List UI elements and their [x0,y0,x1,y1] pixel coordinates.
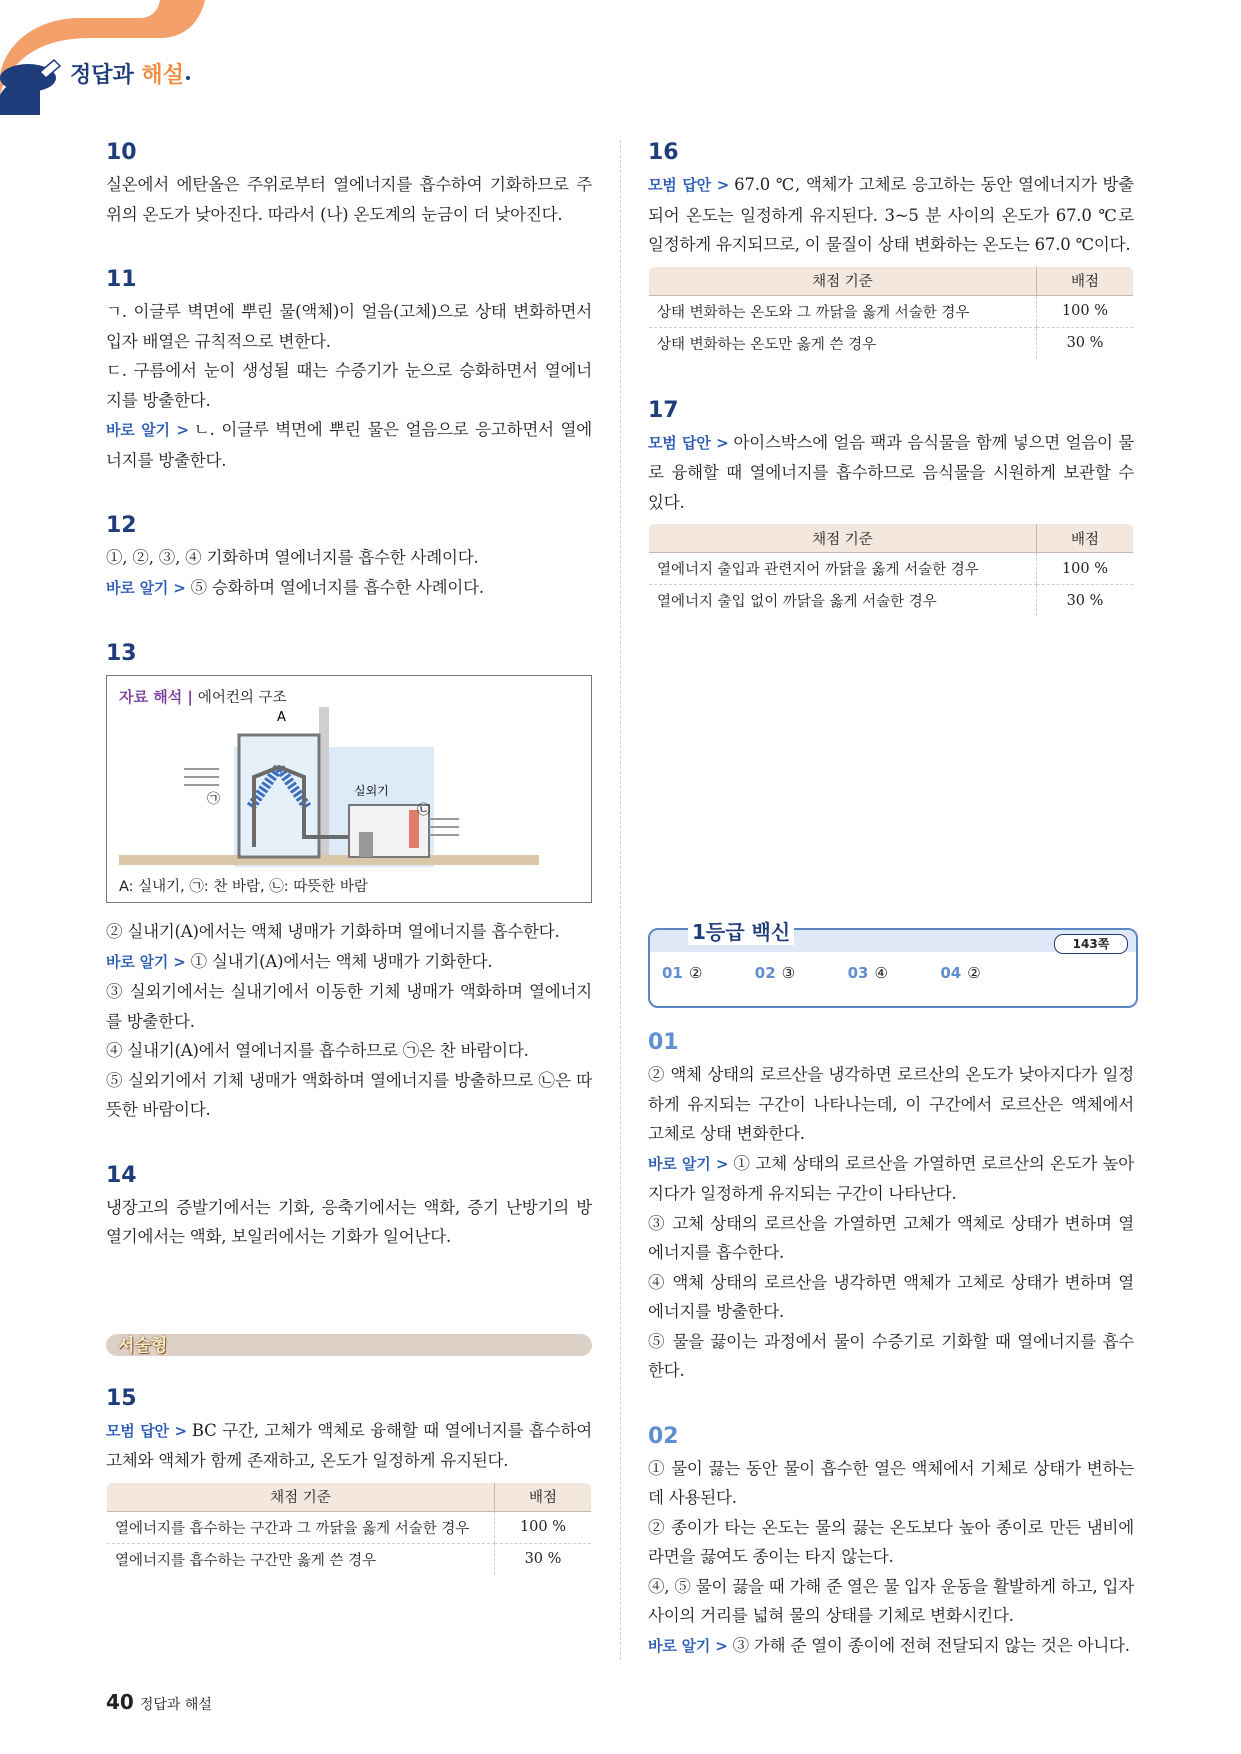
figure-title-text: 에어컨의 구조 [197,690,287,706]
answer-line: ① 물이 끓는 동안 물이 흡수한 열은 액체에서 기체로 상태가 변하는 데 사용된다. [648,1458,1134,1507]
header-title [70,58,184,89]
question-10 [106,140,592,229]
table-row [649,295,1134,327]
explanation-section [648,1030,1134,1699]
question-number: 12 [106,513,137,538]
answer-line: ㄷ. 구름에서 눈이 생성될 때는 수증기가 눈으로 승화하면서 열에너지를 방출한다. [106,361,592,410]
column-divider [620,140,621,1660]
model-answer-tag: 모범 답안 > [106,1421,187,1440]
table-row [649,553,1134,585]
model-answer [648,428,1134,518]
one-grade-page: 143쪽 [1054,934,1128,954]
question-12 [106,513,592,603]
criteria-cell: 상태 변화하는 온도와 그 까닭을 옳게 서술한 경우 [649,295,1037,327]
figure-box [106,675,592,903]
score-cell: 30 % [1037,585,1134,617]
explanation-01 [648,1030,1134,1386]
correction-text: ① 실내기(A)에서는 액체 냉매가 기화한다. [190,951,493,971]
answer-line: ② 종이가 타는 온도는 물의 끓는 온도보다 높아 종이로 만든 냄비에 라면을 끓여도 종이는 타지 않는다. [648,1517,1134,1566]
criteria-cell: 열에너지를 흡수하는 구간과 그 까닭을 옳게 서술한 경우 [107,1511,495,1543]
answer-line: ④, ⑤ 물이 끓을 때 가해 준 열은 물 입자 운동을 활발하게 하고, 입자 사이의 거리를 넓혀 물의 상태를 기체로 변화시킨다. [648,1576,1135,1625]
grading-header-criteria: 채점 기준 [649,266,1037,295]
list-item: 02 ③ [754,964,796,982]
list-item: 04 ② [940,964,981,982]
label-cold-air: ㉠ [207,792,221,807]
answer-line [648,1149,1134,1209]
answer-line [106,415,592,475]
question-number: 14 [106,1162,137,1188]
question-16 [648,140,1134,360]
correction-text: ⑤ 승화하며 열에너지를 흡수한 사례이다. [190,577,484,597]
label-a: A [277,710,286,725]
explanation-02 [648,1424,1134,1662]
table-row [107,1543,592,1575]
correction-text: ① 고체 상태의 로르산을 가열하면 로르산의 온도가 높아지다가 일정하게 유지되는 구간이 나타난다. [648,1153,1134,1203]
correction-tag: 바로 알기 > [648,1154,729,1173]
criteria-cell: 열에너지 출입 없이 까닭을 옳게 서술한 경우 [657,594,937,610]
model-answer-text: 아이스박스에 얼음 팩과 음식물을 함께 넣으면 얼음이 물로 융해할 때 열에너지를 흡수하므로 음식물을 시원하게 보관할 수 있다. [648,432,1135,512]
score-cell: 30 % [495,1543,592,1575]
essay-banner-bar [106,1334,592,1356]
model-answer-text: 67.0 ℃, 액체가 고체로 응고하는 동안 열에너지가 방출되어 온도는 일정하게 유지된다. 3~5 분 사이의 온도가 67.0 ℃로 일정하게 유지되므로, 이 물질이 상태 변화하는 온도는 67.0 ℃이다. [648,175,1134,254]
essay-banner-label: 서술형 [118,1335,168,1356]
grading-header-score: 배점 [495,1482,592,1511]
figure-title [119,686,579,707]
left-column [106,140,592,1614]
answer-line: ④ 실내기(A)에서 열에너지를 흡수하므로 ㉠은 찬 바람이다. [106,1041,529,1060]
figure-caption: A: 실내기, ㉠: 찬 바람, ㉡: 따뜻한 바람 [119,879,368,895]
question-number: 10 [106,140,137,165]
score-cell: 100 % [495,1511,592,1543]
question-17 [648,398,1134,618]
figure-tag: 자료 해석 | [119,688,193,706]
header-title-part2: 해설 [141,63,184,88]
grading-header-score: 배점 [1037,524,1134,553]
model-answer-text: BC 구간, 고체가 액체로 융해할 때 열에너지를 흡수하여 고체와 액체가 함께 존재하고, 온도가 일정하게 유지된다. [106,1420,592,1470]
score-cell: 30 % [1037,327,1134,359]
list-item: 01 ② [662,964,703,982]
answer-line: ④ 액체 상태의 로르산을 냉각하면 액체가 고체로 상태가 변하며 열에너지를 방출한다. [648,1272,1134,1321]
score-cell: 100 % [1037,553,1134,585]
question-number: 17 [648,397,679,423]
model-answer [648,170,1134,260]
grading-table [648,523,1134,617]
criteria-cell: 열에너지 출입과 관련지어 까닭을 옳게 서술한 경우 [649,553,1037,585]
model-answer-tag: 모범 답안 > [648,176,730,194]
page-number: 40 [106,1690,134,1714]
question-11 [106,267,592,475]
essay-section-banner [106,1332,592,1358]
grading-header-score: 배점 [1037,266,1134,295]
footer-label: 정답과 해설 [139,1697,212,1713]
one-grade-answers [662,964,1028,982]
answer-line [106,573,592,604]
answer-line: ㄱ. 이글루 벽면에 뿌린 물(액체)이 얼음(고체)으로 상태 변화하면서 입자 배열은 규칙적으로 변한다. [106,302,592,351]
model-answer [106,1416,592,1476]
question-number: 15 [106,1385,137,1411]
grading-table [648,266,1134,360]
question-number: 01 [648,1030,679,1055]
correction-tag: 바로 알기 > [106,578,186,597]
question-number: 13 [106,641,137,666]
answer-line: ⑤ 물을 끓이는 과정에서 물이 수증기로 기화할 때 열에너지를 흡수한다. [648,1331,1134,1380]
question-number: 02 [648,1423,679,1449]
grading-header-criteria: 채점 기준 [107,1482,495,1511]
answer-line: ② 액체 상태의 로르산을 냉각하면 로르산의 온도가 낮아지다가 일정하게 유지되는 구간이 나타나는데, 이 구간에서 로르산은 액체에서 고체로 상태 변화한다. [648,1065,1134,1143]
table-row [107,1511,592,1543]
question-15 [106,1386,592,1576]
grading-table [106,1482,592,1576]
page-footer [106,1690,212,1714]
label-outdoor-unit: 실외기 [354,784,389,798]
grading-header-criteria: 채점 기준 [649,524,1037,553]
air-conditioner-diagram [119,707,579,867]
table-row [649,327,1134,359]
answer-line: ⑤ 실외기에서 기체 냉매가 액화하며 열에너지를 방출하므로 ㉡은 따뜻한 바람이다. [106,1070,592,1119]
correction-tag: 바로 알기 > [648,1636,728,1655]
criteria-cell: 상태 변화하는 온도만 옳게 쓴 경우 [657,336,877,353]
list-item: 03 ④ [847,964,888,982]
right-column [648,140,1134,655]
question-number: 11 [106,267,137,292]
question-number: 16 [648,140,679,165]
answer-line: ①, ②, ③, ④ 기화하며 열에너지를 흡수한 사례이다. [106,548,479,567]
question-13 [106,641,592,1125]
one-grade-vaccine-box [648,920,1138,1008]
answer-line: ② 실내기(A)에서는 액체 냉매가 기화하며 열에너지를 흡수한다. [106,922,560,941]
answer-line [106,947,592,978]
answer-line: ③ 실외기에서는 실내기에서 이동한 기체 냉매가 액화하며 열에너지를 방출한다. [106,982,592,1031]
correction-text: ③ 가해 준 열이 종이에 전혀 전달되지 않는 것은 아니다. [732,1635,1130,1655]
header-title-part1: 정답과 [70,63,142,88]
correction-text: ㄴ. 이글루 벽면에 뿌린 물은 얼음으로 응고하면서 열에너지를 방출한다. [106,420,593,470]
one-grade-title: 1등급 백신 [688,916,794,945]
table-row [649,585,1134,617]
question-text: 냉장고의 증발기에서는 기화, 응축기에서는 액화, 증기 난방기의 방열기에서는 액화, 보일러에서는 기화가 일어난다. [106,1197,592,1246]
score-cell: 100 % [1037,295,1134,327]
answer-line [648,1631,1134,1662]
model-answer-tag: 모범 답안 > [648,433,729,452]
question-text: 실온에서 에탄올은 주위로부터 열에너지를 흡수하여 기화하므로 주위의 온도가 낮아진다. 따라서 (나) 온도계의 눈금이 더 낮아진다. [106,175,592,224]
label-warm-air: ㉡ [417,803,431,818]
question-14 [106,1163,592,1252]
correction-tag: 바로 알기 > [106,421,189,439]
correction-tag: 바로 알기 > [106,952,186,971]
criteria-cell: 열에너지를 흡수하는 구간만 옳게 쓴 경우 [115,1552,377,1569]
answer-line: ③ 고체 상태의 로르산을 가열하면 고체가 액체로 상태가 변하며 열에너지를 흡수한다. [648,1213,1134,1262]
